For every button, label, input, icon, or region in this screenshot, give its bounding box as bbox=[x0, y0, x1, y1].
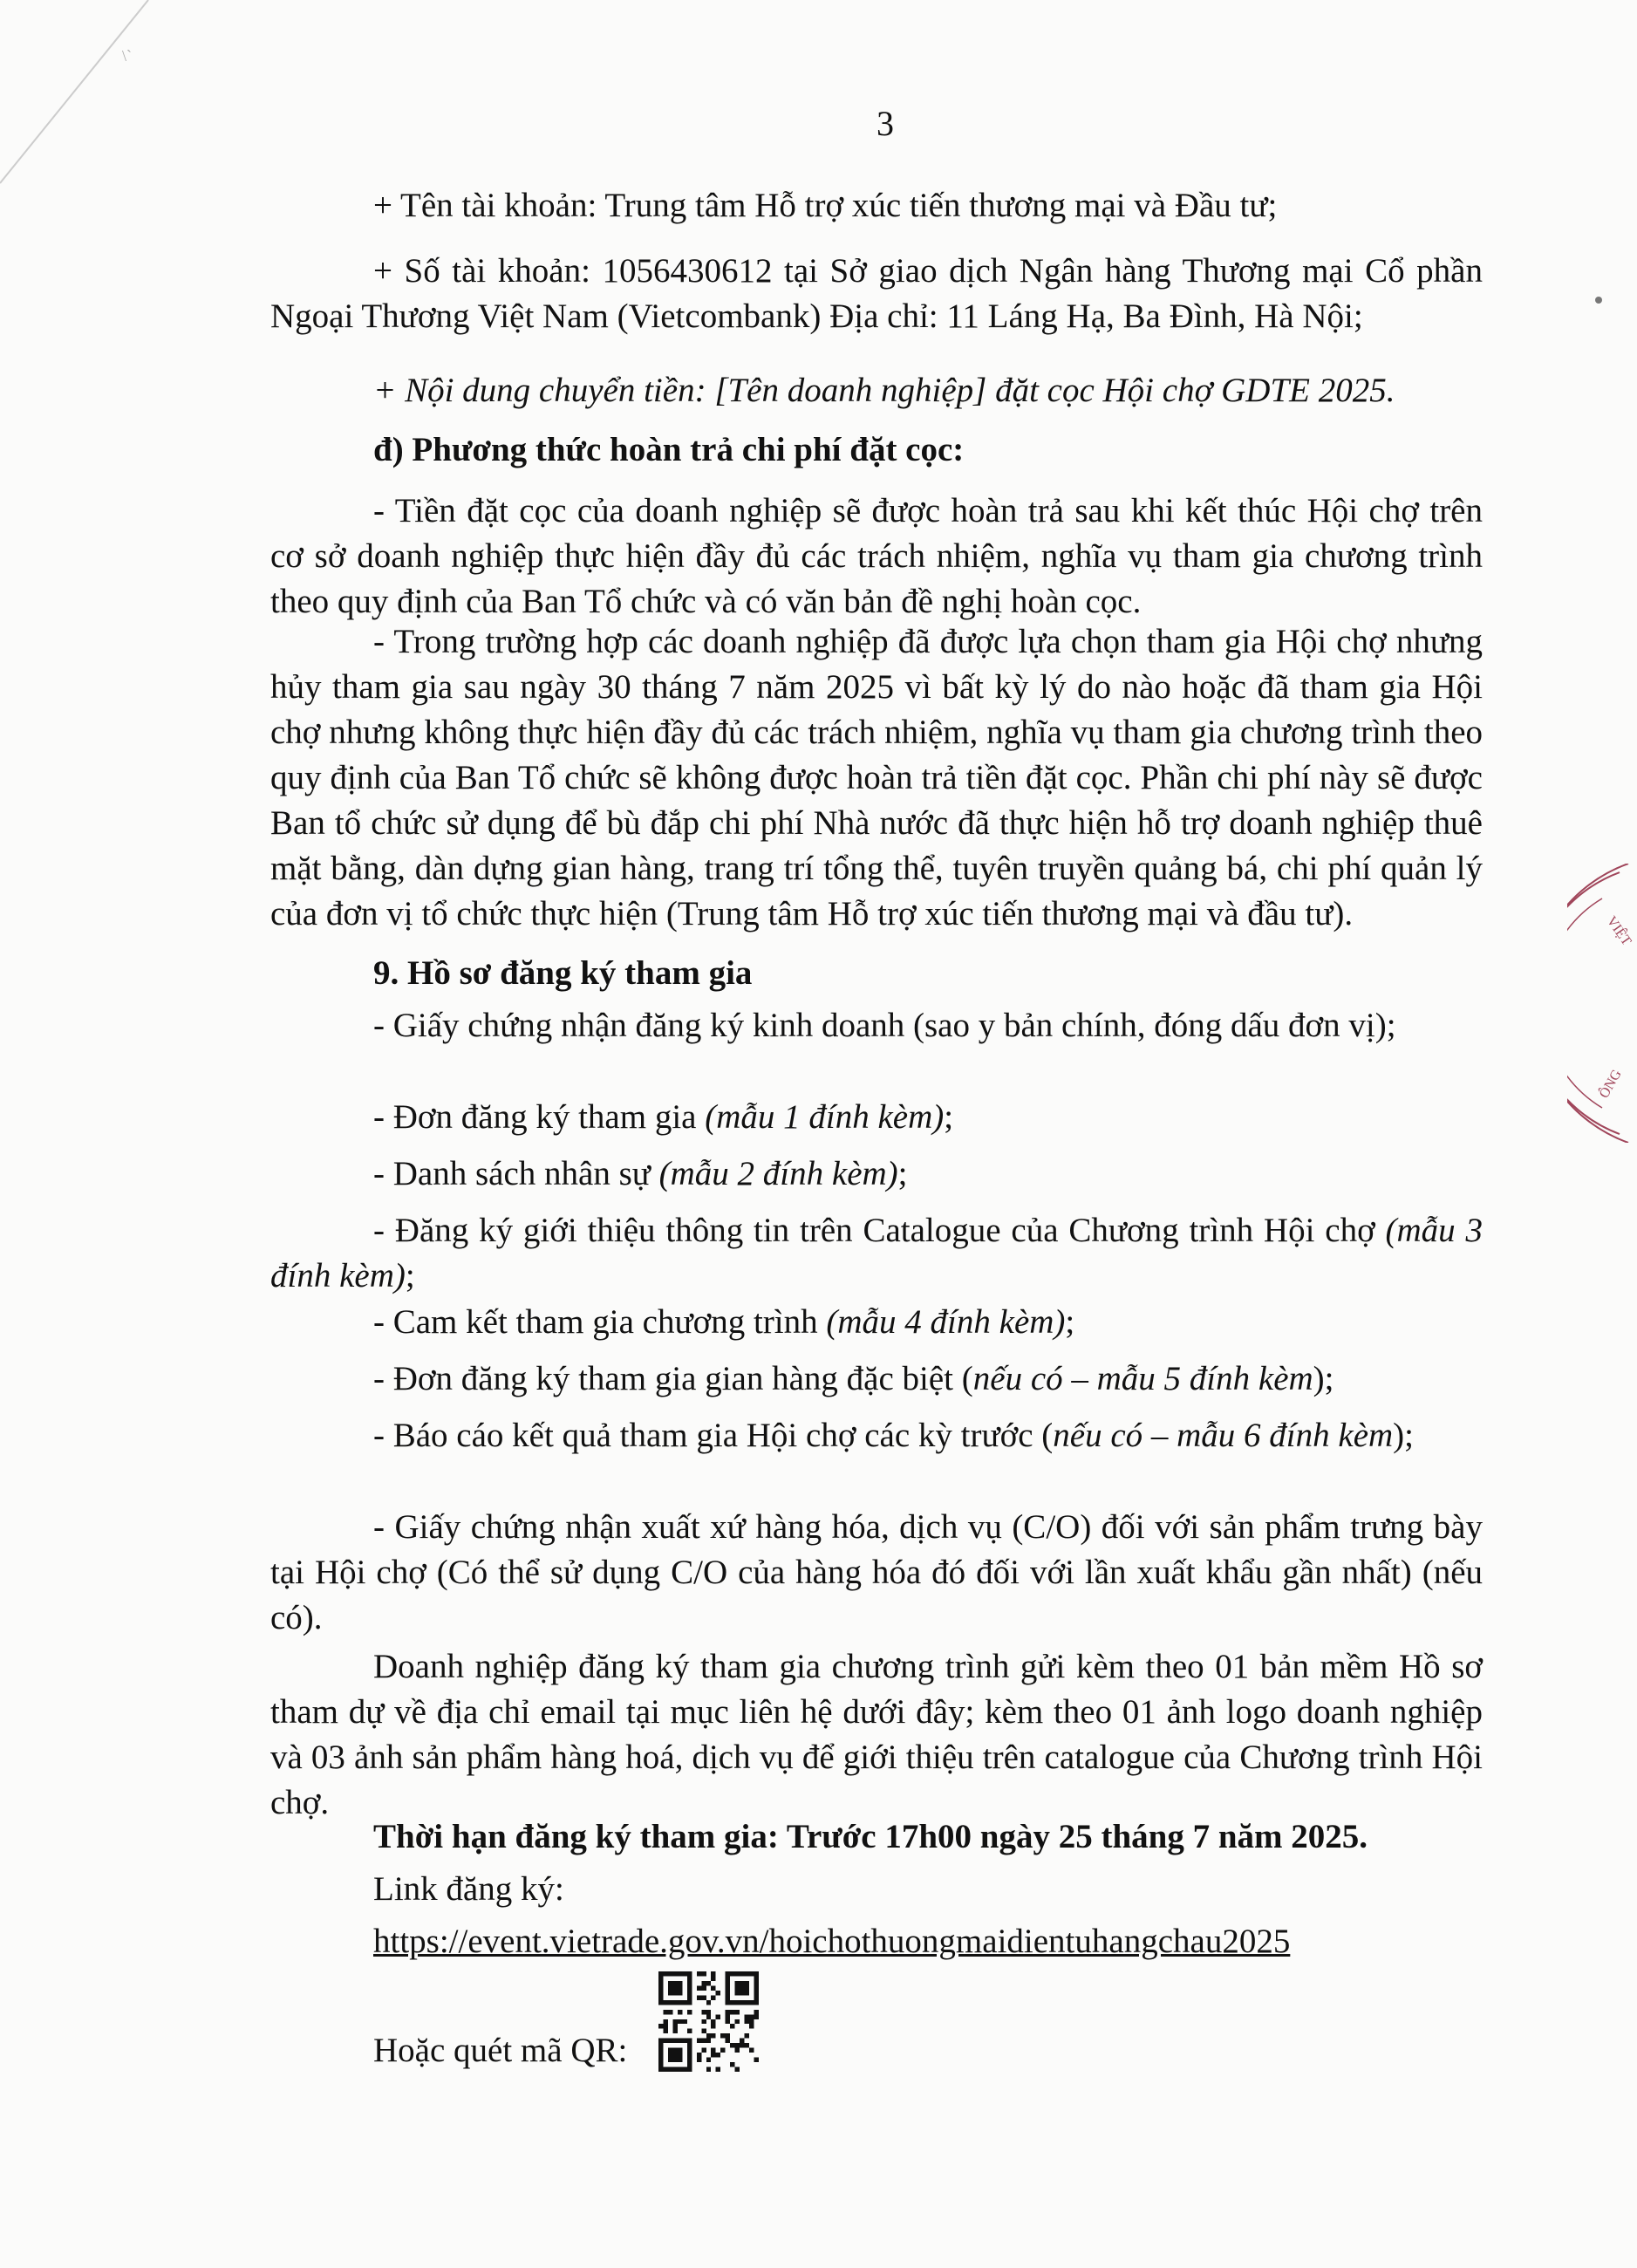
doc-item bbox=[270, 1208, 1483, 1299]
doc-item-note: nếu có – mẫu 6 đính kèm bbox=[1053, 1417, 1394, 1454]
doc-item-note: (mẫu 3 đính kèm) bbox=[270, 1212, 1483, 1295]
doc-item-note: (mẫu 2 đính kèm) bbox=[658, 1155, 898, 1192]
bank-account-number: + Số tài khoản: 1056430612 tại Sở giao dịch Ngân hàng Thương mại Cổ phần Ngoại Thương Việt Nam (Vietcombank) Địa chỉ: 11 Láng Hạ, Ba Đình, Hà Nội; bbox=[270, 252, 1483, 335]
qr-label: Hoặc quét mã QR: bbox=[373, 2032, 628, 2069]
deadline: Thời hạn đăng ký tham gia: Trước 17h00 ngày 25 tháng 7 năm 2025. bbox=[373, 1818, 1368, 1855]
bank-account-name: + Tên tài khoản: Trung tâm Hỗ trợ xúc tiến thương mại và Đầu tư; bbox=[373, 187, 1278, 224]
doc-item-text: - Đơn đăng ký tham gia gian hàng đặc biệt ( bbox=[373, 1360, 973, 1397]
stamp-text-top: VIỆT bbox=[1603, 913, 1634, 949]
doc-item bbox=[270, 1300, 1483, 1345]
scan-speck bbox=[1595, 297, 1602, 304]
refund-paragraph-1: - Tiền đặt cọc của doanh nghiệp sẽ được hoàn trả sau khi kết thúc Hội chợ trên cơ sở doanh nghiệp thực hiện đầy đủ các trách nhiệm, nghĩa vụ tham gia chương trình theo quy định của Ban Tổ chức và có văn bản đề nghị hoàn cọc. bbox=[270, 492, 1483, 620]
submission-note: Doanh nghiệp đăng ký tham gia chương trình gửi kèm theo 01 bản mềm Hồ sơ tham dự về địa chỉ email tại mục liên hệ dưới đây; kèm theo 01 ảnh logo doanh nghiệp và 03 ảnh sản phẩm hàng hoá, dịch vụ để giới thiệu trên catalogue của Chương trình Hội chợ. bbox=[270, 1648, 1483, 1821]
page-number: 3 bbox=[876, 104, 894, 143]
doc-item: - Giấy chứng nhận đăng ký kinh doanh (sao y bản chính, đóng dấu đơn vị); bbox=[373, 1007, 1396, 1044]
doc-item bbox=[270, 1413, 1483, 1458]
doc-item-text: - Đơn đăng ký tham gia bbox=[373, 1098, 706, 1136]
doc-item bbox=[270, 1095, 1483, 1140]
link-label: Link đăng ký: bbox=[373, 1870, 564, 1908]
doc-item-end: ); bbox=[1313, 1360, 1334, 1397]
doc-item-text: - Cam kết tham gia chương trình bbox=[373, 1303, 827, 1341]
doc-item-end: ; bbox=[897, 1155, 908, 1192]
doc-item-text: - Danh sách nhân sự bbox=[373, 1155, 659, 1192]
doc-item-end: ; bbox=[1065, 1303, 1075, 1341]
doc-item-note: nếu có – mẫu 5 đính kèm bbox=[972, 1360, 1313, 1397]
doc-item-text: - Đăng ký giới thiệu thông tin trên Catalogue của Chương trình Hội chợ bbox=[373, 1212, 1386, 1249]
svg-text:\`: \` bbox=[122, 47, 132, 65]
official-seal-stamp bbox=[1567, 864, 1637, 1143]
scan-edge-mark bbox=[0, 0, 174, 192]
doc-item-end: ; bbox=[944, 1098, 954, 1136]
registration-link[interactable]: https://event.vietrade.gov.vn/hoichothuongmaidientuhangchau2025 bbox=[373, 1923, 1291, 1960]
transfer-content: + Nội dung chuyển tiền: [Tên doanh nghiệp] đặt cọc Hội chợ GDTE 2025. bbox=[373, 372, 1395, 409]
doc-item: - Giấy chứng nhận xuất xứ hàng hóa, dịch vụ (C/O) đối với sản phẩm trưng bày tại Hội chợ (Có thể sử dụng C/O của hàng hóa đó đối với lần xuất khẩu gần nhất) (nếu có). bbox=[270, 1508, 1483, 1636]
section-9-heading: 9. Hồ sơ đăng ký tham gia bbox=[373, 954, 753, 992]
refund-heading: đ) Phương thức hoàn trả chi phí đặt cọc: bbox=[373, 431, 965, 468]
doc-item-end: ; bbox=[405, 1257, 415, 1295]
qr-code[interactable] bbox=[658, 1967, 759, 2076]
refund-paragraph-2: - Trong trường hợp các doanh nghiệp đã được lựa chọn tham gia Hội chợ nhưng hủy tham gia sau ngày 30 tháng 7 năm 2025 vì bất kỳ lý do nào hoặc đã tham gia Hội chợ nhưng không thực hiện đầy đủ các trách nhiệm, nghĩa vụ tham gia chương trình theo quy định của Ban Tổ chức sẽ không được hoàn trả tiền đặt cọc. Phần chi phí này sẽ được Ban tổ chức sử dụng để bù đắp chi phí Nhà nước đã thực hiện hỗ trợ doanh nghiệp thuê mặt bằng, dàn dựng gian hàng, trang trí tổng thể, tuyên truyền quảng bá, chi phí quản lý của đơn vị tổ chức thực hiện (Trung tâm Hỗ trợ xúc tiến thương mại và đầu tư). bbox=[270, 623, 1483, 932]
doc-item-note: (mẫu 1 đính kèm) bbox=[705, 1098, 945, 1136]
doc-item-text: - Báo cáo kết quả tham gia Hội chợ các kỳ trước ( bbox=[373, 1417, 1054, 1454]
doc-item-note: (mẫu 4 đính kèm) bbox=[826, 1303, 1066, 1341]
doc-item bbox=[270, 1151, 1483, 1197]
stamp-text-bottom: ÔNG bbox=[1596, 1067, 1625, 1101]
doc-item bbox=[270, 1356, 1483, 1402]
doc-item-end: ); bbox=[1393, 1417, 1414, 1454]
